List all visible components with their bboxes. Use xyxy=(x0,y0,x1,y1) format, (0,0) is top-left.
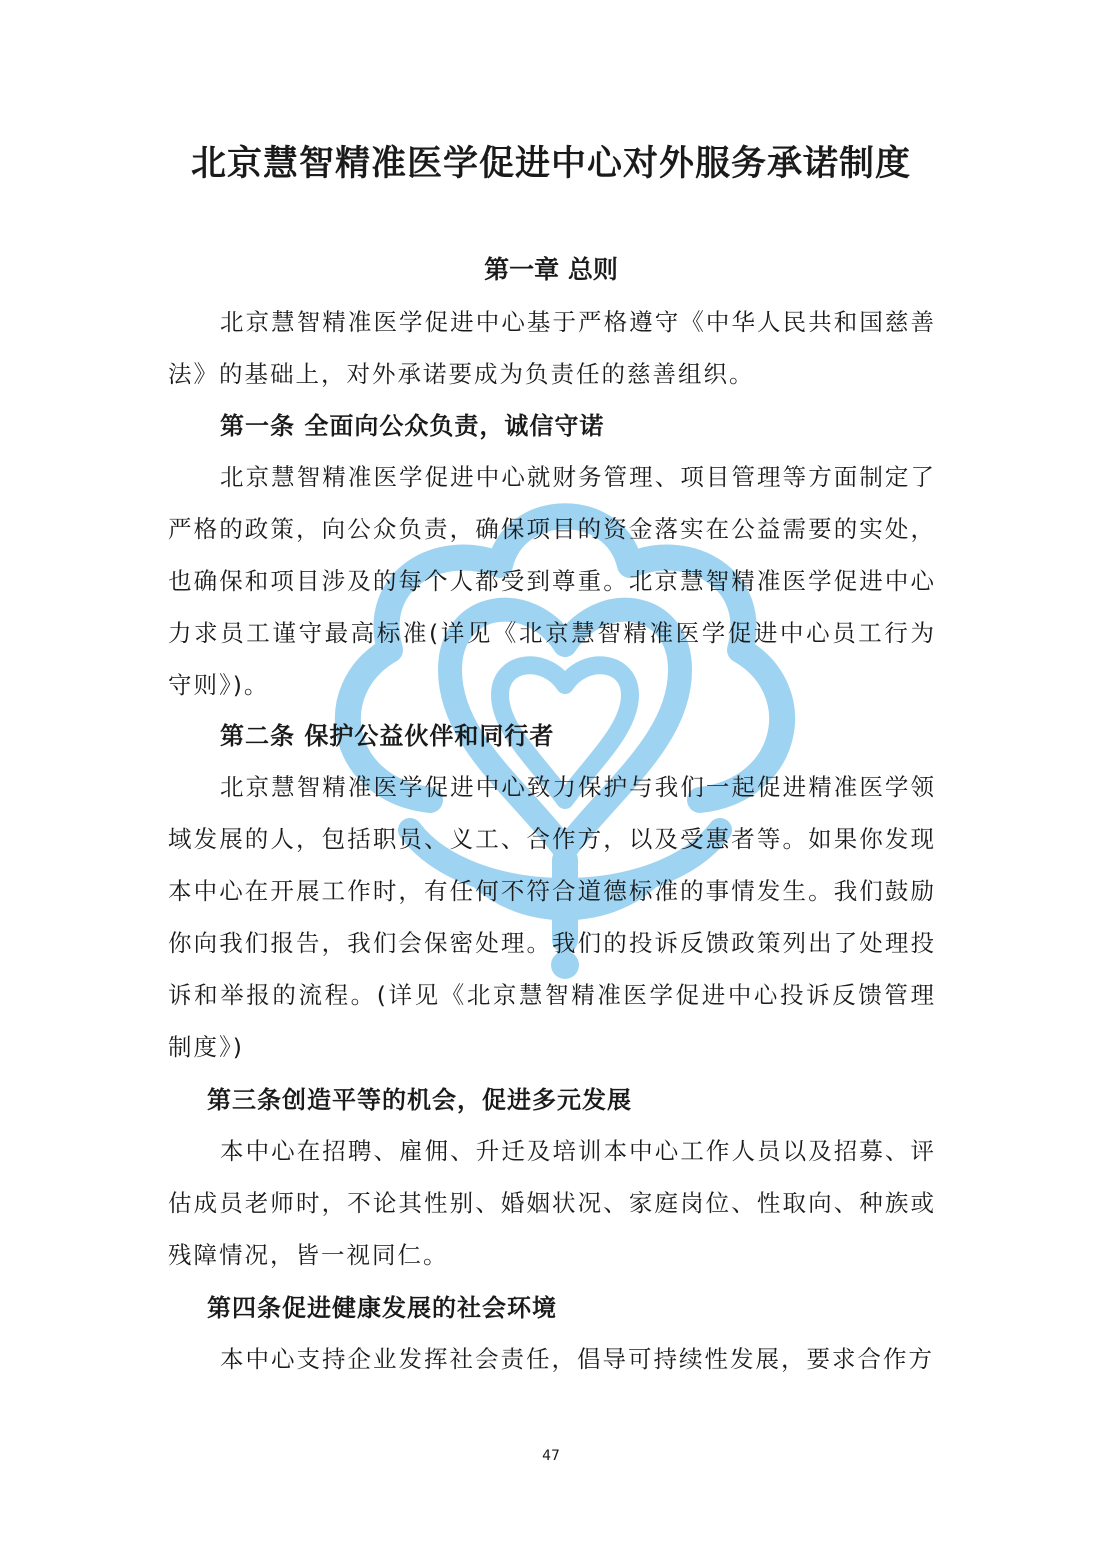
article-4-body: 本中心支持企业发挥社会责任，倡导可持续性发展，要求合作方 xyxy=(220,1345,934,1373)
document-title: 北京慧智精准医学促进中心对外服务承诺制度 xyxy=(190,144,911,184)
article-1-heading: 第一条 全面向公众负责，诚信守诺 xyxy=(220,412,605,440)
chapter-heading: 第一章 总则 xyxy=(484,255,618,284)
article-1-body: 北京慧智精准医学促进中心就财务管理、项目管理等方面制定了严格的政策，向公众负责，确保项目的资金落实在公益需要的实处，也确保和项目涉及的每个人都受到尊重。北京慧智精准医学促进中心力求员工谨守最高标准(详见《北京慧智精准医学促进中心员工行为守则》)。 xyxy=(168,463,936,699)
article-4-heading: 第四条促进健康发展的社会环境 xyxy=(207,1294,557,1322)
article-3-body: 本中心在招聘、雇佣、升迁及培训本中心工作人员以及招募、评估成员老师时，不论其性别、婚姻状况、家庭岗位、性取向、种族或残障情况，皆一视同仁。 xyxy=(168,1137,936,1269)
article-2-body: 北京慧智精准医学促进中心致力保护与我们一起促进精准医学领域发展的人，包括职员、义工、合作方，以及受惠者等。如果你发现本中心在开展工作时，有任何不符合道德标准的事情发生。我们鼓励你向我们报告，我们会保密处理。我们的投诉反馈政策列出了处理投诉和举报的流程。(详见《北京慧智精准医学促进中心投诉反馈管理制度》) xyxy=(168,773,936,1061)
page-number: 47 xyxy=(542,1448,560,1464)
intro-paragraph: 北京慧智精准医学促进中心基于严格遵守《中华人民共和国慈善法》的基础上，对外承诺要成为负责任的慈善组织。 xyxy=(168,308,936,388)
article-2-heading: 第二条 保护公益伙伴和同行者 xyxy=(220,722,555,750)
article-3-heading: 第三条创造平等的机会，促进多元发展 xyxy=(207,1086,632,1114)
